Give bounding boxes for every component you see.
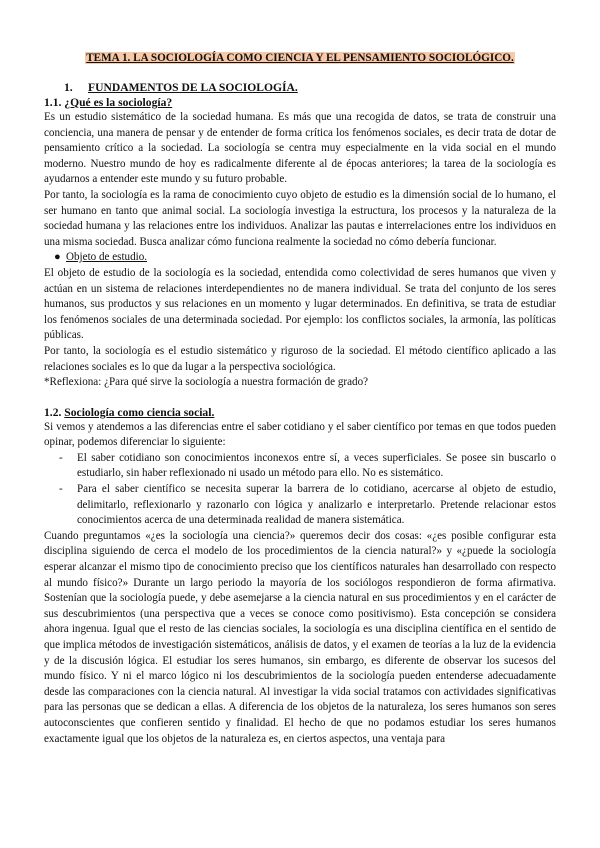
paragraph: Por tanto, la sociología es la rama de conocimiento cuyo objeto de estudio es la dimensión social de lo humano, el ser humano en tanto que animal social. La sociología investiga la estructura, los procesos y la naturaleza de la sociedad humana y las relaciones entre los individuos. Analizar las pautas e interrelaciones entre los individuos en una misma sociedad. Busca analizar cómo funciona realmente la sociedad no cómo debería funcionar. — [44, 188, 556, 248]
subsection-number: 1.1. — [44, 96, 62, 109]
spacer — [44, 391, 556, 405]
subsection-title: Sociología como ciencia social. — [64, 405, 215, 419]
dash-marker: - — [59, 483, 63, 496]
subsection-heading-1-2 — [44, 405, 556, 420]
document-title: TEMA 1. LA SOCIOLOGÍA COMO CIENCIA Y EL PENSAMIENTO SOCIOLÓGICO. — [86, 52, 514, 64]
bullet-label: Objeto de estudio. — [66, 251, 148, 264]
list-item — [44, 451, 556, 482]
paragraph: Por tanto, la sociología es el estudio sistemático y riguroso de la sociedad. El método científico aplicado a las relaciones sociales es lo que da lugar a la perspectiva sociológica. — [44, 344, 556, 373]
subsection-number: 1.2. — [44, 405, 62, 419]
reflection-note: *Reflexiona: ¿Para qué sirve la sociología a nuestra formación de grado? — [44, 376, 369, 389]
subsection-title: ¿Qué es la sociología? — [64, 96, 173, 109]
document-page — [44, 52, 556, 747]
dash-list — [44, 451, 556, 529]
section-title: FUNDAMENTOS DE LA SOCIOLOGÍA. — [88, 81, 298, 94]
paragraph: Es un estudio sistemático de la sociedad humana. Es más que una recogida de datos, se trata de construir una conciencia, una manera de pensar y de entender de forma crítica los fenómenos sociales, es decir trata de dotar de pensamiento crítico a la sociedad. La sociología se centra muy especialmente en la vida social en el mundo moderno. Nuestro mundo de hoy es radicalmente diferente al de épocas anteriores; la tarea de la sociología es ayudarnos a entender este mundo y su futuro probable. — [44, 111, 556, 186]
paragraph: Cuando preguntamos «¿es la sociología una ciencia?» queremos decir dos cosas: «¿es posible configurar esta disciplina siguiendo de cerca el modelo de los procedimientos de la ciencia natural?» y «¿puede la sociología esperar alcanzar el mismo tipo de conocimiento preciso que los científicos naturales han desarrollado con respecto al mundo físico?» Durante un largo periodo la mayoría de los sociólogos respondieron de forma afirmativa. Sostenían que la sociología puede, y debe asemejarse a la ciencia natural en sus procedimientos y en el carácter de sus descubrimientos (una perspectiva que a veces se conoce como positivismo). Esta concepción se considera ahora ingenua. Igual que el resto de las ciencias sociales, la sociología es una disciplina científica en el sentido de que implica métodos de investigación sistemáticos, análisis de datos, y el examen de teorías a la luz de la evidencia y de la discusión lógica. El estudiar los seres humanos, sin embargo, es diferente de observar los sucesos del mundo físico. Y ni el marco lógico ni los descubrimientos de la sociología pueden entenderse adecuadamente desde las comparaciones con la ciencia natural. Al investigar la vida social tratamos con actividades significativas para las personas que se dedican a ellas. A diferencia de los objetos de la naturaleza, los seres humanos son seres autoconscientes que confieren sentido y finalidad. El hecho de que no podamos estudiar los seres humanos exactamente igual que los objetos de la naturaleza es, en ciertos aspectos, una ventaja para — [44, 529, 556, 745]
subsection-heading-1-1 — [44, 95, 556, 110]
section-heading-fundamentos — [44, 81, 556, 95]
bullet-icon: ● — [54, 251, 61, 264]
paragraph: Si vemos y atendemos a las diferencias entre el saber cotidiano y el saber científico por temas en que todos pueden opinar, podemos diferenciar lo siguiente: — [44, 420, 556, 449]
list-item — [44, 482, 556, 529]
paragraph: El objeto de estudio de la sociología es la sociedad, entendida como colectividad de seres humanos que viven y actúan en un sistema de relaciones interdependientes no de manera individual. Se trata del conjunto de los seres humanos, sus productos y sus relaciones en un momento y lugar determinados. En definitiva, se trata de estudiar los fenómenos sociales de una determinada sociedad. Por ejemplo: los conflictos sociales, la armonía, las políticas públicas. — [44, 266, 556, 342]
list-item-text: Para el saber científico se necesita superar la barrera de lo cotidiano, acercarse al objeto de estudio, delimitarlo, reflexionarlo y razonarlo con lógica y analizarlo e interpretarlo. Pretende relacionar estos conocimientos acerca de una determinada realidad de manera sistemática. — [77, 483, 556, 527]
bullet-item-objeto — [44, 250, 556, 266]
section-number: 1. — [64, 81, 73, 94]
dash-marker: - — [59, 451, 63, 464]
list-item-text: El saber cotidiano son conocimientos inconexos entre sí, a veces superficiales. Se posee sin buscarlo o estudiarlo, sin haber reflexionado ni usado un método para ello. No es sistemático. — [77, 451, 556, 480]
